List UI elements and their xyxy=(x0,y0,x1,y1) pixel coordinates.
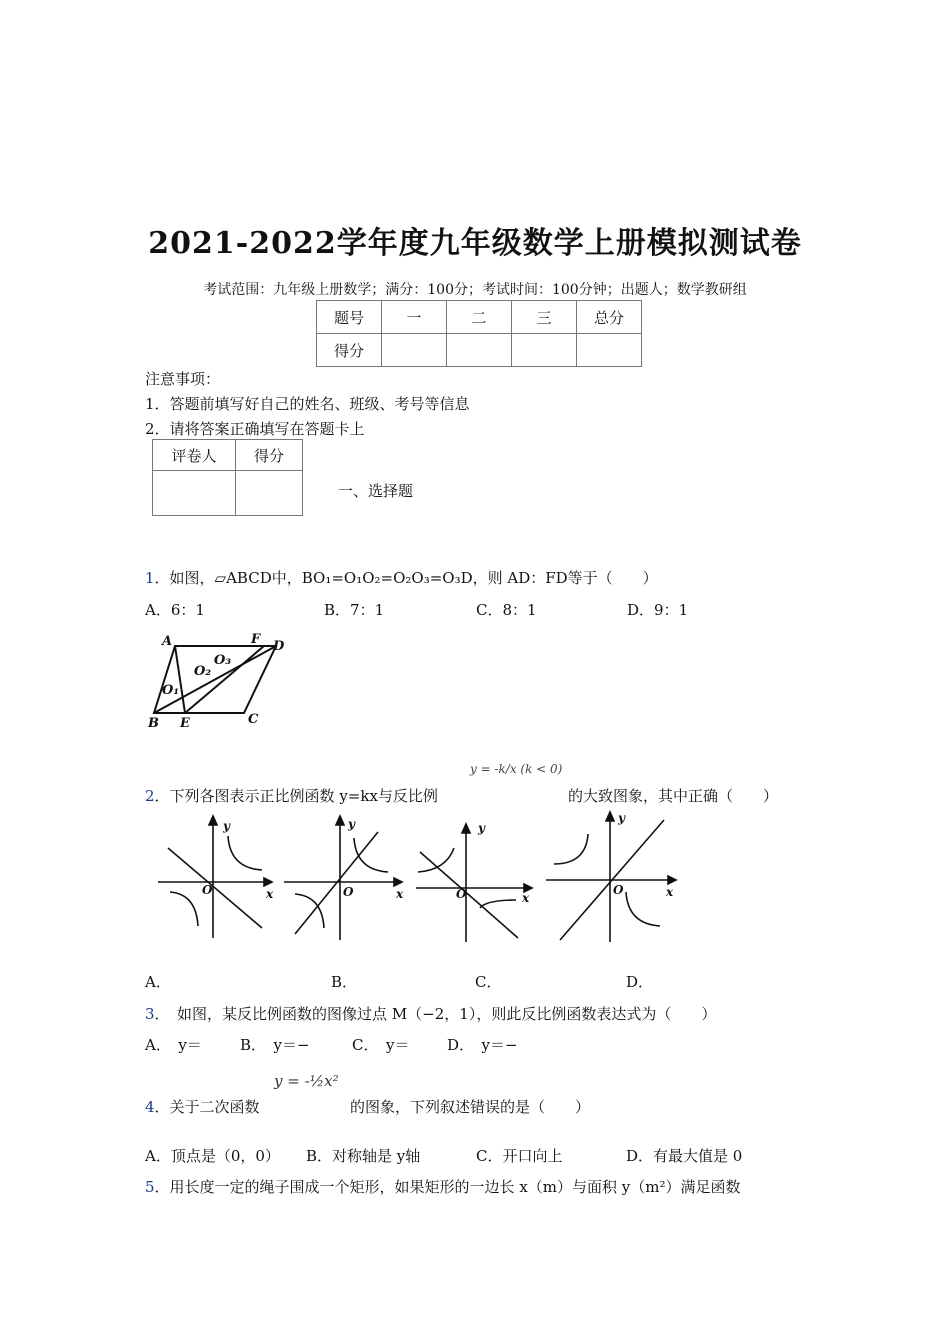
axis-y-label: y xyxy=(223,819,230,833)
parallelogram-figure xyxy=(140,630,300,732)
label-c: C xyxy=(248,712,259,727)
origin-label: O xyxy=(343,885,354,899)
origin-label: O xyxy=(202,883,213,897)
score-header: 二 xyxy=(447,301,512,334)
question-number: 5 xyxy=(145,1178,155,1196)
label-d: D xyxy=(273,639,285,654)
score-header: 三 xyxy=(512,301,577,334)
question-number: 4 xyxy=(145,1098,155,1116)
score-header: 总分 xyxy=(577,301,642,334)
section-heading: 一、选择题 xyxy=(338,482,414,500)
axis-y-label: y xyxy=(618,811,625,825)
score-table xyxy=(316,300,642,367)
score-cell xyxy=(577,334,642,367)
option-d: D．9：1 xyxy=(627,601,689,619)
option-d: D．有最大值是 0 xyxy=(626,1147,743,1165)
option-b: B． y＝− xyxy=(240,1036,310,1054)
question-number: 2 xyxy=(145,787,155,805)
axis-x-label: x xyxy=(522,891,530,905)
question-text: ．下列各图表示正比例函数 y=kx与反比例 xyxy=(154,787,438,805)
axis-x-label: x xyxy=(666,885,674,899)
axis-y-label: y xyxy=(478,821,485,835)
option-d: D． y＝− xyxy=(447,1036,518,1054)
question-number: 3 xyxy=(145,1005,155,1023)
question-text: ．用长度一定的绳子围成一个矩形，如果矩形的一边长 x（m）与面积 y（m²）满足函数 xyxy=(154,1178,741,1196)
question-2 xyxy=(145,785,438,806)
score-header: 题号 xyxy=(317,301,382,334)
option-b: B．对称轴是 y轴 xyxy=(306,1147,421,1165)
option-c: C． y＝ xyxy=(352,1036,410,1054)
option-b: B． xyxy=(331,973,358,991)
function-graphs xyxy=(150,810,690,950)
grader-cell xyxy=(153,471,236,516)
option-c: C．8：1 xyxy=(476,601,537,619)
graph-b xyxy=(284,816,402,940)
option-c: C． xyxy=(475,973,502,991)
question-number: 1 xyxy=(145,569,155,587)
label-o1: O₁ xyxy=(162,683,180,698)
label-f: F xyxy=(251,632,261,647)
quadratic-formula: y = -½x² xyxy=(274,1072,339,1090)
option-c: C．开口向上 xyxy=(476,1147,563,1165)
grader-cell xyxy=(236,471,303,516)
axis-y-label: y xyxy=(348,817,355,831)
axis-x-label: x xyxy=(266,887,274,901)
inverse-formula: y = -k/x (k < 0) xyxy=(470,762,563,776)
option-a: A． y＝ xyxy=(145,1036,202,1054)
origin-label: O xyxy=(613,883,624,897)
graph-d xyxy=(546,812,676,942)
option-b: B．7：1 xyxy=(324,601,385,619)
score-cell xyxy=(447,334,512,367)
page-title: 2021-2022学年度九年级数学上册模拟测试卷 xyxy=(148,226,802,261)
label-o3: O₃ xyxy=(214,653,232,668)
origin-label: O xyxy=(456,887,467,901)
label-b: B xyxy=(148,716,159,731)
question-1 xyxy=(145,567,658,588)
grader-header: 评卷人 xyxy=(153,440,236,471)
graph-a xyxy=(158,816,272,938)
grader-table xyxy=(152,439,303,516)
grader-header: 得分 xyxy=(236,440,303,471)
score-cell xyxy=(382,334,447,367)
question-4 xyxy=(145,1096,260,1117)
notes-heading: 注意事项： xyxy=(145,370,221,388)
question-3 xyxy=(145,1003,716,1024)
label-o2: O₂ xyxy=(194,664,212,679)
question-text: 的大致图象，其中正确（ ） xyxy=(568,787,779,805)
question-text: 的图象，下列叙述错误的是（ ） xyxy=(350,1098,591,1116)
question-5 xyxy=(145,1176,740,1197)
question-text: ．如图，▱ABCD中，BO₁=O₁O₂=O₂O₃=O₃D，则 AD：FD等于（ ） xyxy=(154,569,658,587)
label-a: A xyxy=(162,634,173,649)
score-row-label: 得分 xyxy=(317,334,382,367)
option-a: A．顶点是（0，0） xyxy=(145,1147,280,1165)
note-item: 2．请将答案正确填写在答题卡上 xyxy=(145,420,365,438)
question-text: ． 如图，某反比例函数的图像过点 M（−2，1），则此反比例函数表达式为（ ） xyxy=(154,1005,717,1023)
question-text: ．关于二次函数 xyxy=(154,1098,260,1116)
option-d: D． xyxy=(626,973,654,991)
label-e: E xyxy=(180,716,190,731)
option-a: A．6：1 xyxy=(145,601,205,619)
exam-info: 考试范围：九年级上册数学；满分：100分；考试时间：100分钟；出题人；数学教研组 xyxy=(203,282,747,298)
score-cell xyxy=(512,334,577,367)
option-a: A． xyxy=(145,973,171,991)
axis-x-label: x xyxy=(396,887,404,901)
score-header: 一 xyxy=(382,301,447,334)
graph-c xyxy=(416,824,532,942)
note-item: 1．答题前填写好自己的姓名、班级、考号等信息 xyxy=(145,395,470,413)
